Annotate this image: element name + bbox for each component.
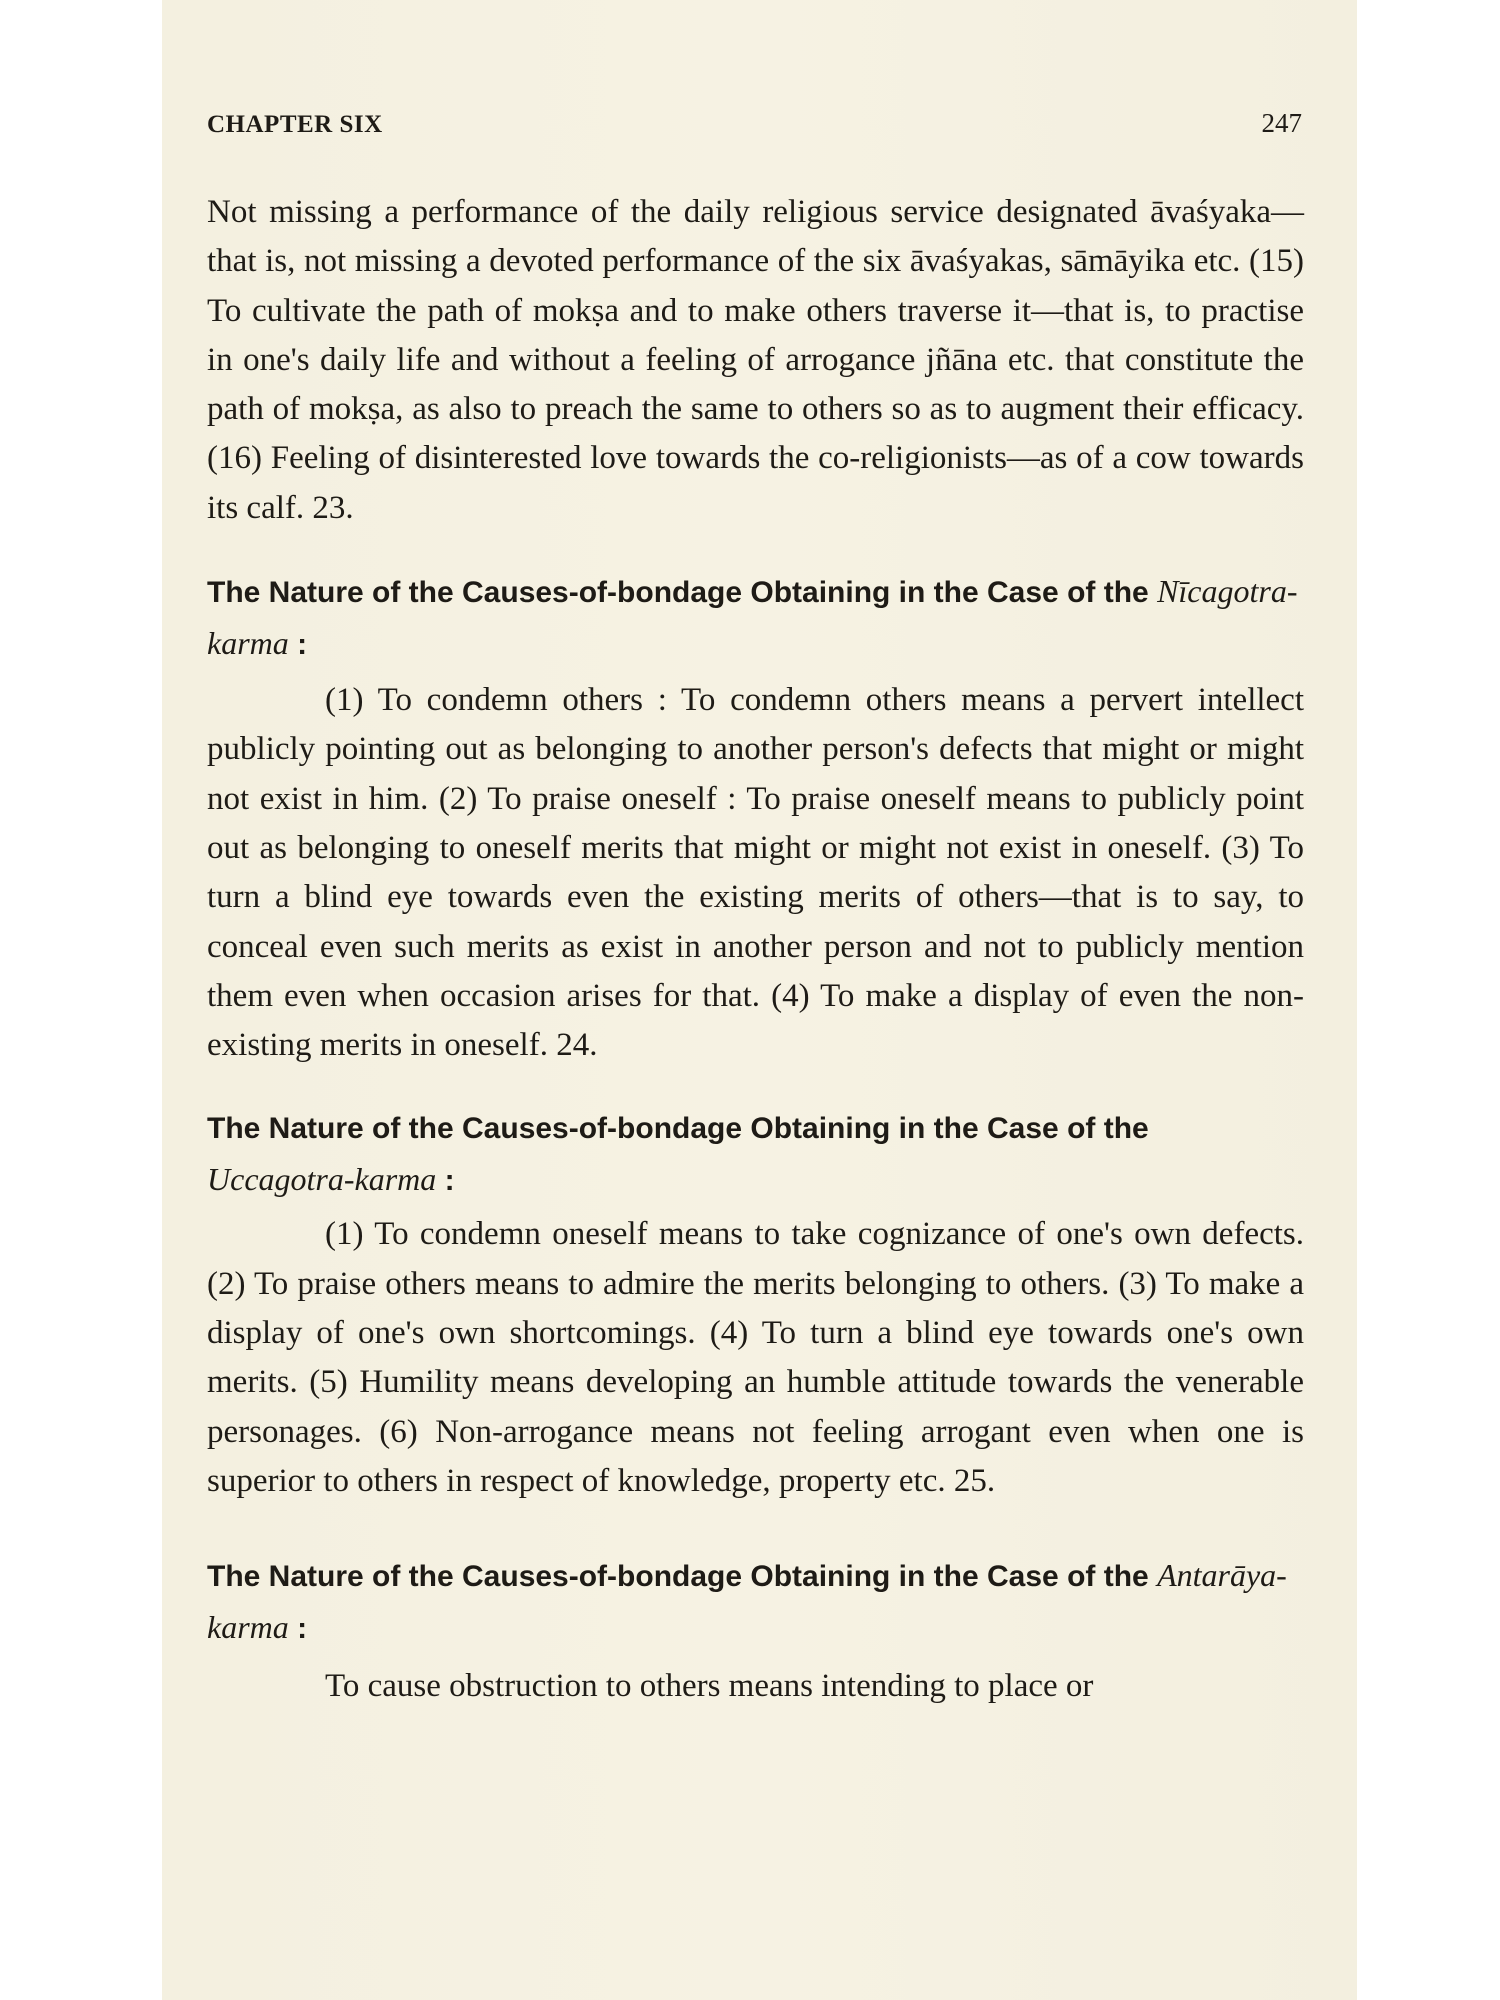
section-heading-antaraya <box>207 1550 1304 1654</box>
heading-suffix: : <box>288 1612 308 1646</box>
page-text <box>207 188 1304 1712</box>
heading-suffix: : <box>436 1164 455 1198</box>
chapter-title: CHAPTER SIX <box>207 111 383 138</box>
heading-prefix: The Nature of the Causes-of-bondage Obtaining in the Case of the <box>207 576 1158 610</box>
paragraph-2: (1) To condemn others : To condemn others means a pervert intellect publicly pointing out as belonging to another person's defects that might or might not exist in him. (2) To praise oneself : To praise oneself means to publicly point out as belonging to oneself merits that might or might not exist in oneself. (3) To turn a blind eye towards even the existing merits of others—that is to say, to conceal even such merits as exist in another person and not to publicly mention them even when occasion arises for that. (4) To make a display of even the non-existing merits in oneself. 24. <box>207 682 1304 1064</box>
paragraph-4: To cause obstruction to others means intending to place or <box>325 1668 1094 1705</box>
heading-term: Antarāya-karma <box>207 1557 1287 1646</box>
section-heading-uccagotra <box>207 1104 1304 1206</box>
heading-prefix: The Nature of the Causes-of-bondage Obtaining in the Case of the <box>207 1112 1149 1146</box>
book-page <box>162 0 1357 2000</box>
running-head <box>207 108 1302 139</box>
page-number: 247 <box>1261 108 1302 138</box>
heading-prefix: The Nature of the Causes-of-bondage Obtaining in the Case of the <box>207 1560 1158 1594</box>
heading-term: Uccagotra-karma <box>207 1161 437 1198</box>
section-heading-nicagotra <box>207 566 1304 670</box>
heading-term: Nīcagotra-karma <box>207 573 1298 662</box>
paragraph-3: (1) To condemn oneself means to take cognizance of one's own defects. (2) To praise others means to admire the merits belonging to others. (3) To make a display of one's own shortcomings. (4) To turn a blind eye towards one's own merits. (5) Humility means developing an humble attitude towards the venerable personages. (6) Non-arrogance means not feeling arrogant even when one is superior to others in respect of knowledge, property etc. 25. <box>207 1216 1304 1499</box>
heading-suffix: : <box>288 628 308 662</box>
paragraph-1: Not missing a performance of the daily religious service designated āvaśyaka—that is, not missing a devoted performance of the six āvaśyakas, sāmāyika etc. (15) To cultivate the path of mokṣa and to make others traverse it—that is, to practise in one's daily life and without a feeling of arrogance jñāna etc. that constitute the path of mokṣa, as also to preach the same to others so as to augment their efficacy. (16) Feeling of disinterested love towards the co-religionists—as of a cow towards its calf. 23. <box>207 194 1304 526</box>
